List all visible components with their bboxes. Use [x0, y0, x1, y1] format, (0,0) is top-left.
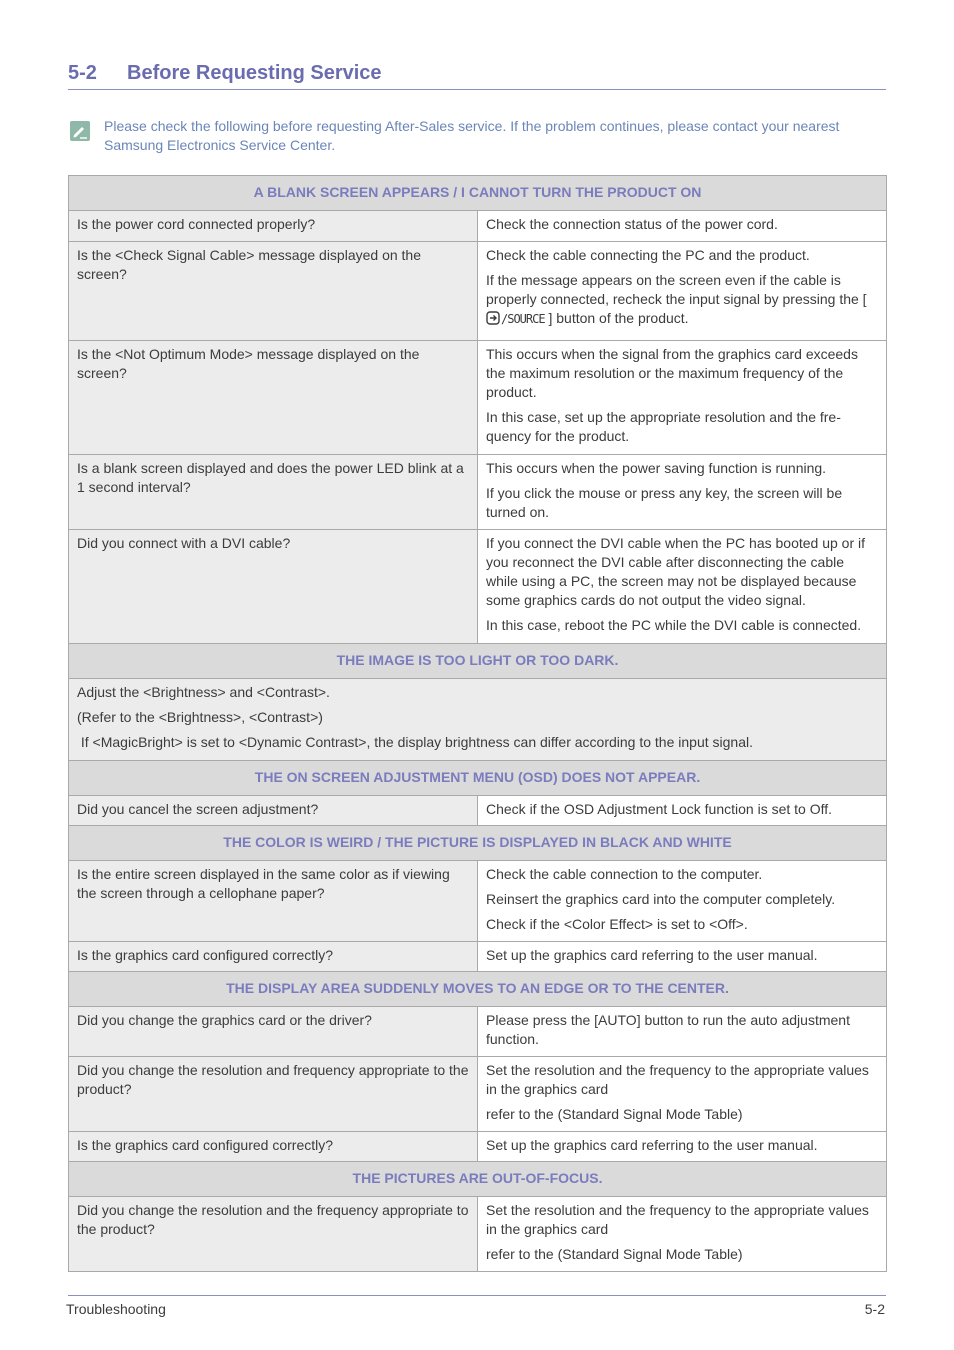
table-row	[69, 1197, 887, 1272]
answer-text: Check the connection status of the power cord.	[486, 216, 778, 232]
note-text: Please check the following before requesting After-Sales service. If the problem continues, please contact your nearest Samsung Electronics Service Center.	[104, 118, 840, 153]
table-row	[69, 1007, 887, 1057]
table-row	[69, 861, 887, 942]
question-cell: Is the graphics card configured correctly?	[77, 947, 334, 963]
question-cell: Is the graphics card configured correctly?	[77, 1137, 334, 1153]
section-heading-row	[69, 176, 887, 211]
answer-text: refer to the (Standard Signal Mode Table)	[486, 1106, 743, 1122]
section-heading: THE PICTURES ARE OUT-OF-FOCUS.	[352, 1170, 603, 1186]
section-heading-row	[69, 644, 887, 679]
question-cell: Is the power cord connected properly?	[77, 216, 316, 232]
answer-text: If the message appears on the screen even if the cable is properly connected, recheck the input signal by pressing the [	[486, 272, 867, 307]
answer-text: Check the cable connecting the PC and the product.	[486, 247, 810, 263]
question-cell: Is the entire screen displayed in the same color as if viewing the screen through a cellophane paper?	[77, 866, 450, 901]
table-row	[69, 455, 887, 530]
answer-text: Set up the graphics card referring to the user manual.	[486, 1137, 818, 1153]
section-heading: THE IMAGE IS TOO LIGHT OR TOO DARK.	[336, 652, 619, 668]
question-cell: Is a blank screen displayed and does the power LED blink at a 1 second interval?	[77, 460, 464, 495]
troubleshooting-table	[68, 175, 887, 1272]
answer-text: If you connect the DVI cable when the PC has booted up or if you reconnect the DVI cable after disconnecting the cable while using a PC, the screen may not be displayed because some graphics cards do not output the video signal.	[486, 535, 866, 608]
answer-text: Check if the OSD Adjustment Lock function is set to Off.	[486, 801, 833, 817]
source-label: /SOURCE	[501, 312, 545, 326]
page-title	[68, 62, 886, 90]
answer-text: This occurs when the signal from the graphics card exceeds the maximum resolution or the maximum frequency of the product.	[486, 346, 858, 400]
section-title: Before Requesting Service	[127, 62, 382, 84]
table-row	[69, 679, 887, 761]
answer-text: Set the resolution and the frequency to the appropriate values in the graphics card	[486, 1202, 869, 1237]
table-row	[69, 530, 887, 644]
question-cell: Did you change the resolution and frequency appropriate to the product?	[77, 1062, 469, 1097]
page-number: 5-2	[864, 1301, 885, 1317]
table-row	[69, 942, 887, 972]
question-cell: Did you cancel the screen adjustment?	[77, 801, 319, 817]
note-line: If <MagicBright> is set to <Dynamic Contrast>, the display brightness can differ according to the input signal.	[77, 734, 753, 750]
answer-text: If you click the mouse or press any key, the screen will be turned on.	[486, 485, 843, 520]
answer-text: refer to the (Standard Signal Mode Table)	[486, 1246, 743, 1262]
table-row	[69, 1132, 887, 1162]
note-line: Adjust the <Brightness> and <Contrast>.	[77, 684, 330, 700]
answer-text: Set up the graphics card referring to the user manual.	[486, 947, 818, 963]
section-heading-row	[69, 1162, 887, 1197]
section-number: 5-2	[68, 62, 97, 84]
section-heading-row	[69, 761, 887, 796]
section-heading-row	[69, 972, 887, 1007]
section-heading: THE ON SCREEN ADJUSTMENT MENU (OSD) DOES NOT APPEAR.	[254, 769, 701, 785]
section-heading: THE DISPLAY AREA SUDDENLY MOVES TO AN EDGE OR TO THE CENTER.	[226, 980, 729, 996]
answer-text: Please press the [AUTO] button to run the auto adjustment function.	[486, 1012, 850, 1047]
answer-text: Reinsert the graphics card into the computer completely.	[486, 891, 836, 907]
question-cell: Is the <Not Optimum Mode> message displayed on the screen?	[77, 346, 420, 381]
question-cell: Did you connect with a DVI cable?	[77, 535, 291, 551]
footer-chapter: Troubleshooting	[66, 1301, 166, 1317]
note-line: (Refer to the <Brightness>, <Contrast>)	[77, 709, 323, 725]
table-row	[69, 796, 887, 826]
footer-divider	[68, 1295, 886, 1296]
answer-text: Check if the <Color Effect> is set to <Off>.	[486, 916, 748, 932]
section-heading-row	[69, 826, 887, 861]
answer-text: ] button of the product.	[548, 310, 689, 326]
table-row	[69, 242, 887, 341]
answer-text: This occurs when the power saving function is running.	[486, 460, 827, 476]
answer-text: In this case, reboot the PC while the DVI cable is connected.	[486, 617, 862, 633]
section-heading: A BLANK SCREEN APPEARS / I CANNOT TURN THE PRODUCT ON	[253, 184, 702, 200]
table-row	[69, 341, 887, 455]
question-cell: Is the <Check Signal Cable> message displayed on the screen?	[77, 247, 421, 282]
table-row	[69, 211, 887, 242]
answer-text: Set the resolution and the frequency to the appropriate values in the graphics card	[486, 1062, 869, 1097]
question-cell: Did you change the resolution and the frequency appropriate to the product?	[77, 1202, 469, 1237]
section-heading: THE COLOR IS WEIRD / THE PICTURE IS DISPLAYED IN BLACK AND WHITE	[223, 834, 732, 850]
answer-text: Check the cable connection to the computer.	[486, 866, 763, 882]
table-row	[69, 1057, 887, 1132]
source-button-icon	[486, 310, 501, 326]
question-cell: Did you change the graphics card or the driver?	[77, 1012, 372, 1028]
pencil-note-icon	[69, 120, 91, 142]
answer-text: In this case, set up the appropriate resolution and the fre-quency for the product.	[486, 409, 841, 444]
